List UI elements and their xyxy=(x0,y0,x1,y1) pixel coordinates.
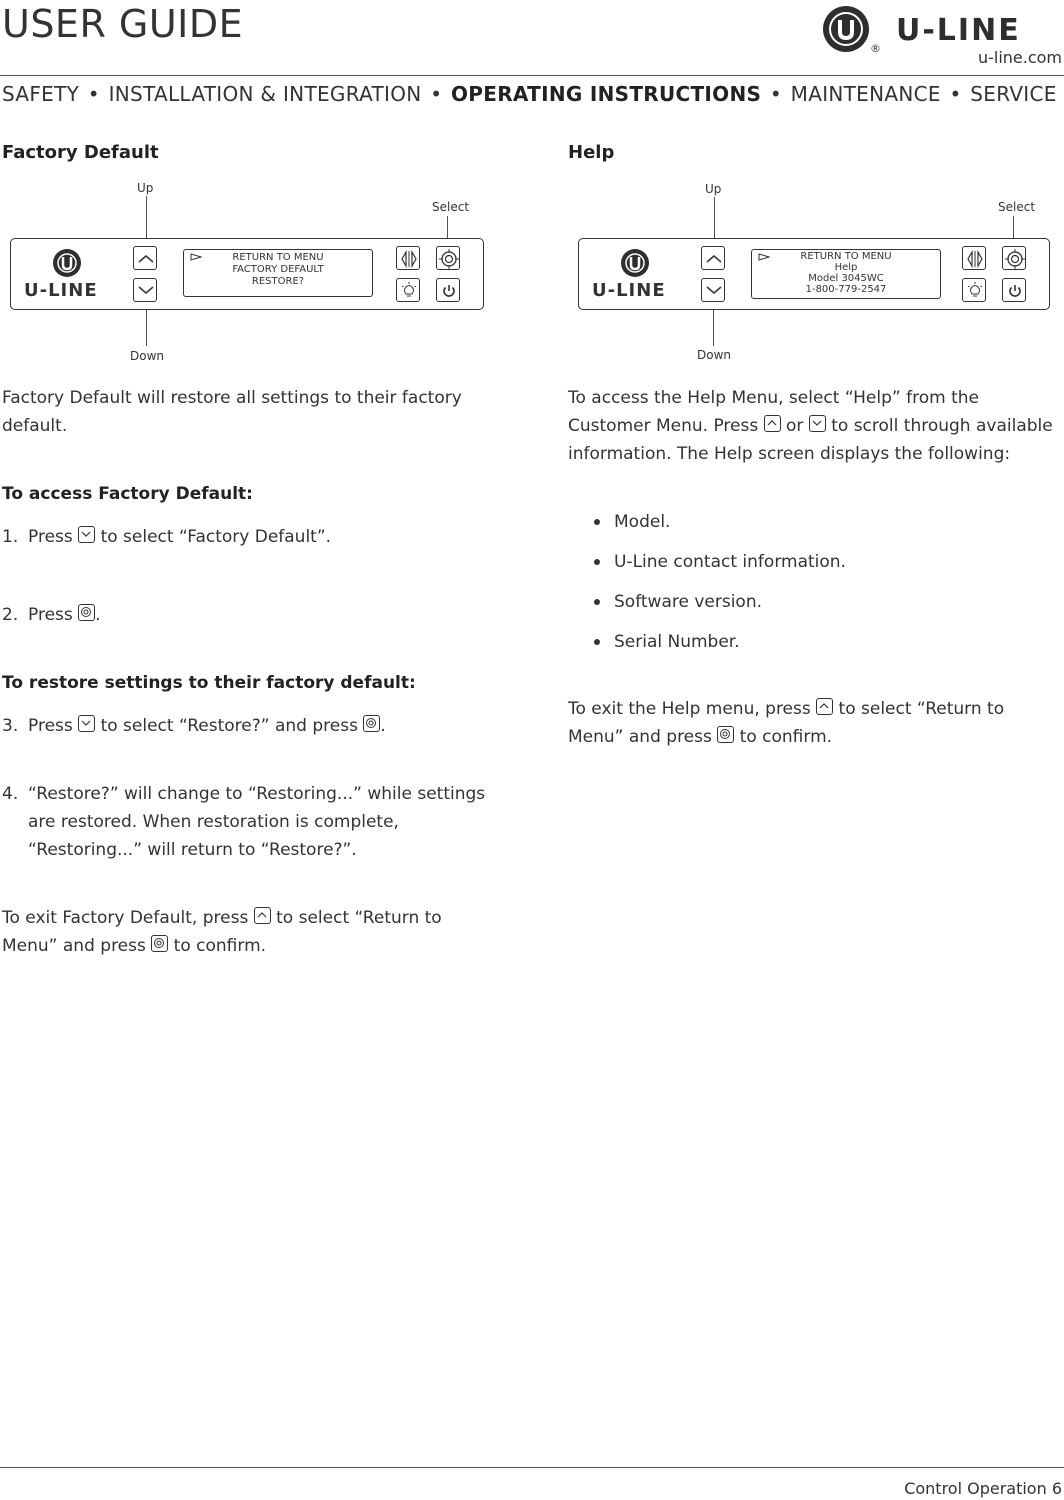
down-callout-line xyxy=(146,304,147,346)
access-factory-default-heading: To access Factory Default: xyxy=(2,484,253,504)
select-target-icon xyxy=(1003,247,1027,271)
step-4 xyxy=(2,780,492,864)
left-right-icon xyxy=(397,247,421,271)
step-text: to select “Factory Default”. xyxy=(100,527,332,547)
panel-brand: U-LINE xyxy=(592,280,666,299)
list-item xyxy=(590,548,846,588)
select-target-icon xyxy=(151,935,168,952)
nav-separator: • xyxy=(949,82,962,106)
screen-line: RETURN TO MENU xyxy=(800,251,892,262)
down-button[interactable] xyxy=(133,278,157,302)
list-item-text: Model. xyxy=(614,512,671,532)
nav-separator: • xyxy=(430,82,443,106)
page-header xyxy=(0,0,1064,76)
help-intro xyxy=(568,384,1062,468)
up-callout: Up xyxy=(705,182,722,196)
brand-logo xyxy=(822,4,1062,66)
exit-text: To exit the Help menu, press xyxy=(568,699,811,719)
down-arrow-icon xyxy=(78,715,95,732)
step-number: 4. xyxy=(2,784,19,804)
nav-separator: • xyxy=(769,82,782,106)
exit-text: to select “Return to Menu” and press xyxy=(2,908,442,956)
panel-logo xyxy=(591,247,683,299)
bullet-icon xyxy=(594,559,600,565)
exit-text: to confirm. xyxy=(739,727,833,747)
help-intro-text: to scroll through available information. The Help screen displays the following: xyxy=(568,416,1053,464)
exit-text: to confirm. xyxy=(173,936,267,956)
bullet-icon xyxy=(594,639,600,645)
select-target-icon xyxy=(363,715,380,732)
bullet-icon xyxy=(594,599,600,605)
list-item-text: Software version. xyxy=(614,592,763,612)
up-button[interactable] xyxy=(701,246,725,270)
help-exit xyxy=(568,695,1048,751)
document-title: USER GUIDE xyxy=(2,2,244,46)
down-callout: Down xyxy=(697,348,732,362)
factory-default-panel-figure xyxy=(2,180,492,370)
panel-brand: U-LINE xyxy=(24,280,98,299)
step-text: . xyxy=(95,605,101,625)
nav-item-service: SERVICE xyxy=(970,82,1057,106)
help-intro-text: To access the Help Menu, select “Help” from the Customer Menu. Press xyxy=(568,388,979,436)
select-target-icon xyxy=(437,247,461,271)
select-button[interactable] xyxy=(436,246,460,270)
up-callout-line xyxy=(714,197,715,244)
list-item-text: Serial Number. xyxy=(614,632,740,652)
footer-divider xyxy=(0,1467,1064,1468)
down-button[interactable] xyxy=(701,278,725,302)
scroll-button[interactable] xyxy=(962,246,986,270)
scroll-button[interactable] xyxy=(396,246,420,270)
list-item xyxy=(590,628,846,668)
select-target-icon xyxy=(78,604,95,621)
registered-mark: ® xyxy=(870,42,881,55)
step-text: to select “Restore?” and press xyxy=(100,716,358,736)
power-button[interactable] xyxy=(1002,278,1026,302)
screen-line: Help xyxy=(834,262,858,273)
step-text: . xyxy=(380,716,386,736)
display-screen xyxy=(751,249,941,299)
list-item xyxy=(590,588,846,628)
factory-default-exit xyxy=(2,904,482,960)
control-panel xyxy=(10,238,484,310)
select-callout: Select xyxy=(432,200,470,214)
screen-line: RETURN TO MENU xyxy=(232,252,324,263)
brand-wordmark: U-LINE xyxy=(896,13,1021,48)
list-item-text: U-Line contact information. xyxy=(614,552,846,572)
up-button[interactable] xyxy=(133,246,157,270)
step-number: 1. xyxy=(2,527,19,547)
select-callout: Select xyxy=(998,200,1036,214)
section-nav xyxy=(2,82,1064,106)
power-icon xyxy=(437,279,461,303)
down-callout-line xyxy=(713,306,714,346)
screen-line: RESTORE? xyxy=(251,276,305,287)
help-info-list xyxy=(590,508,846,668)
page-footer: Control Operation 6 xyxy=(904,1479,1062,1498)
down-arrow-icon xyxy=(78,526,95,543)
step-number: 2. xyxy=(2,605,19,625)
select-button[interactable] xyxy=(1002,246,1026,270)
bullet-icon xyxy=(594,519,600,525)
left-right-icon xyxy=(963,247,987,271)
up-arrow-icon xyxy=(816,698,833,715)
restore-heading: To restore settings to their factory default: xyxy=(2,673,416,693)
up-arrow-icon xyxy=(254,907,271,924)
factory-default-intro: Factory Default will restore all settings to their factory default. xyxy=(2,388,462,436)
step-text: Press xyxy=(28,527,73,547)
light-button[interactable] xyxy=(962,278,986,302)
uline-logo-icon xyxy=(23,247,115,299)
nav-item-maintenance: MAINTENANCE xyxy=(790,82,941,106)
light-icon xyxy=(397,279,421,303)
step-3 xyxy=(2,712,386,740)
list-item xyxy=(590,508,846,548)
display-screen xyxy=(183,249,373,297)
cursor-arrow-icon xyxy=(190,253,202,261)
nav-separator: • xyxy=(87,82,100,106)
screen-line: Model 3045WC xyxy=(808,273,884,284)
control-panel xyxy=(578,238,1050,310)
brand-url: u-line.com xyxy=(977,48,1062,67)
exit-text: to select “Return to Menu” and press xyxy=(568,699,1005,747)
step-2 xyxy=(2,601,101,629)
help-intro-text: or xyxy=(786,416,804,436)
select-target-icon xyxy=(717,726,734,743)
screen-line: 1-800-779-2547 xyxy=(805,284,887,295)
nav-item-installation: INSTALLATION & INTEGRATION xyxy=(108,82,422,106)
step-number: 3. xyxy=(2,716,19,736)
step-1 xyxy=(2,523,331,551)
up-callout-line xyxy=(146,196,147,244)
nav-item-operating-active: OPERATING INSTRUCTIONS xyxy=(450,82,762,106)
help-heading: Help xyxy=(568,142,615,163)
factory-default-heading: Factory Default xyxy=(2,142,159,163)
up-callout: Up xyxy=(137,181,154,195)
up-arrow-icon xyxy=(764,415,781,432)
light-icon xyxy=(963,279,987,303)
power-icon xyxy=(1003,279,1027,303)
exit-text: To exit Factory Default, press xyxy=(2,908,249,928)
step-text: Press xyxy=(28,605,73,625)
down-arrow-icon xyxy=(809,415,826,432)
step-text: “Restore?” will change to “Restoring...” while settings are restored. When restoration is complete, “Restoring...” will return to “Restore?”. xyxy=(28,784,486,860)
step-text: Press xyxy=(28,716,73,736)
screen-line: FACTORY DEFAULT xyxy=(232,264,324,275)
down-callout: Down xyxy=(130,349,165,363)
cursor-arrow-icon xyxy=(758,253,770,261)
panel-logo xyxy=(23,247,115,299)
power-button[interactable] xyxy=(436,278,460,302)
help-panel-figure xyxy=(570,180,1060,370)
uline-logo-icon xyxy=(591,247,683,299)
light-button[interactable] xyxy=(396,278,420,302)
nav-item-safety: SAFETY xyxy=(2,82,80,106)
